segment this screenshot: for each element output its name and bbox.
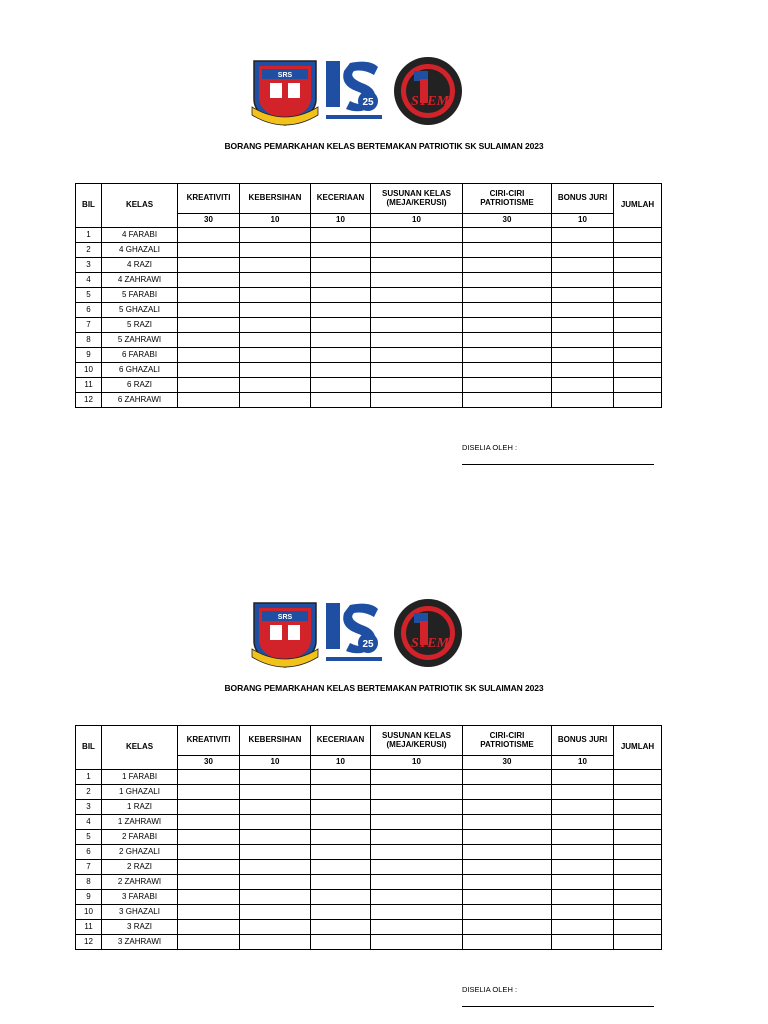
table-row — [76, 905, 662, 920]
score-cell[interactable] — [178, 258, 240, 273]
score-cell[interactable] — [311, 258, 371, 273]
score-cell[interactable] — [463, 348, 552, 363]
score-cell[interactable] — [178, 815, 240, 830]
score-cell[interactable] — [240, 393, 311, 408]
score-cell[interactable] — [463, 815, 552, 830]
score-cell[interactable] — [552, 860, 614, 875]
class-name: 2 GHAZALI — [102, 845, 178, 860]
score-cell[interactable] — [371, 288, 463, 303]
class-name: 4 GHAZALI — [102, 243, 178, 258]
column-header-bil: BIL — [76, 726, 102, 770]
class-name: 5 RAZI — [102, 318, 178, 333]
table-row — [76, 785, 662, 800]
table-row — [76, 243, 662, 258]
score-cell[interactable] — [240, 243, 311, 258]
score-cell[interactable] — [311, 875, 371, 890]
score-cell[interactable] — [463, 228, 552, 243]
school-crest-logo — [252, 603, 318, 667]
svg-text:25: 25 — [362, 97, 374, 108]
score-cell[interactable] — [463, 318, 552, 333]
max-points-cell: 10 — [311, 756, 371, 770]
score-cell[interactable] — [614, 830, 662, 845]
score-cell[interactable] — [463, 378, 552, 393]
score-cell[interactable] — [614, 258, 662, 273]
svg-text:SRS: SRS — [277, 614, 293, 621]
score-cell[interactable] — [178, 800, 240, 815]
score-cell[interactable] — [552, 273, 614, 288]
table-row — [76, 288, 662, 303]
max-points-cell: 30 — [178, 756, 240, 770]
score-cell[interactable] — [311, 785, 371, 800]
form-title: BORANG PEMARKAHAN KELAS BERTEMAKAN PATRIOTIK SK SULAIMAN 2023 — [224, 683, 544, 693]
score-cell[interactable] — [463, 905, 552, 920]
score-cell[interactable] — [311, 348, 371, 363]
score-cell[interactable] — [552, 815, 614, 830]
score-cell[interactable] — [552, 333, 614, 348]
score-cell[interactable] — [463, 258, 552, 273]
score-cell[interactable] — [463, 288, 552, 303]
score-cell[interactable] — [240, 378, 311, 393]
column-header-susunan-kelas-meja-kerusi: SUSUNAN KELAS (MEJA/KERUSI) — [371, 726, 463, 756]
row-number: 6 — [76, 845, 102, 860]
score-cell[interactable] — [178, 393, 240, 408]
score-cell[interactable] — [178, 318, 240, 333]
score-cell[interactable] — [311, 800, 371, 815]
score-cell[interactable] — [371, 785, 463, 800]
score-cell[interactable] — [311, 935, 371, 950]
score-cell[interactable] — [463, 875, 552, 890]
column-header-keceriaan: KECERIAAN — [311, 184, 371, 214]
score-cell[interactable] — [240, 830, 311, 845]
max-points-cell: 30 — [178, 214, 240, 228]
column-header-ciri-ciri-patriotisme: CIRI-CIRI PATRIOTISME — [463, 184, 552, 214]
svg-text:SRS: SRS — [277, 72, 293, 79]
score-cell[interactable] — [614, 800, 662, 815]
score-cell[interactable] — [614, 770, 662, 785]
score-cell[interactable] — [240, 905, 311, 920]
score-cell[interactable] — [178, 920, 240, 935]
row-number: 11 — [76, 378, 102, 393]
score-cell[interactable] — [552, 378, 614, 393]
score-cell[interactable] — [311, 333, 371, 348]
score-cell[interactable] — [311, 243, 371, 258]
row-number: 10 — [76, 363, 102, 378]
class-name: 4 FARABI — [102, 228, 178, 243]
column-header-keceriaan: KECERIAAN — [311, 726, 371, 756]
score-cell[interactable] — [552, 890, 614, 905]
row-number: 11 — [76, 920, 102, 935]
max-points-cell: 10 — [552, 214, 614, 228]
score-cell[interactable] — [463, 830, 552, 845]
supervised-by-label: DISELIA OLEH : — [462, 443, 518, 452]
score-cell[interactable] — [311, 890, 371, 905]
row-number: 12 — [76, 935, 102, 950]
score-cell[interactable] — [371, 318, 463, 333]
score-cell[interactable] — [311, 378, 371, 393]
score-cell[interactable] — [178, 860, 240, 875]
score-cell[interactable] — [614, 860, 662, 875]
score-cell[interactable] — [371, 273, 463, 288]
class-name: 5 FARABI — [102, 288, 178, 303]
row-number: 3 — [76, 258, 102, 273]
score-cell[interactable] — [178, 363, 240, 378]
score-cell[interactable] — [463, 393, 552, 408]
score-cell[interactable] — [178, 378, 240, 393]
score-cell[interactable] — [240, 333, 311, 348]
table-row — [76, 815, 662, 830]
signature-line[interactable] — [462, 464, 654, 465]
score-cell[interactable] — [614, 273, 662, 288]
row-number: 7 — [76, 318, 102, 333]
score-cell[interactable] — [311, 905, 371, 920]
score-cell[interactable] — [240, 770, 311, 785]
column-header-jumlah: JUMLAH — [614, 726, 662, 770]
column-header-kreativiti: KREATIVITI — [178, 726, 240, 756]
score-cell[interactable] — [614, 378, 662, 393]
svg-text:25: 25 — [362, 639, 374, 650]
row-number: 2 — [76, 243, 102, 258]
score-cell[interactable] — [371, 815, 463, 830]
score-cell[interactable] — [552, 363, 614, 378]
score-cell[interactable] — [463, 363, 552, 378]
score-cell[interactable] — [371, 845, 463, 860]
score-cell[interactable] — [371, 393, 463, 408]
column-header-jumlah: JUMLAH — [614, 184, 662, 228]
score-cell[interactable] — [463, 243, 552, 258]
max-points-cell: 10 — [311, 214, 371, 228]
score-cell[interactable] — [552, 348, 614, 363]
row-number: 12 — [76, 393, 102, 408]
score-cell[interactable] — [178, 905, 240, 920]
score-cell[interactable] — [552, 243, 614, 258]
row-number: 6 — [76, 303, 102, 318]
score-cell[interactable] — [371, 935, 463, 950]
score-cell[interactable] — [614, 333, 662, 348]
class-name: 3 FARABI — [102, 890, 178, 905]
table-row — [76, 378, 662, 393]
score-cell[interactable] — [371, 770, 463, 785]
score-cell[interactable] — [371, 303, 463, 318]
score-cell[interactable] — [552, 288, 614, 303]
score-cell[interactable] — [240, 935, 311, 950]
table-row — [76, 318, 662, 333]
svg-text:STEM: STEM — [410, 636, 450, 651]
score-cell[interactable] — [463, 935, 552, 950]
score-cell[interactable] — [552, 303, 614, 318]
score-cell[interactable] — [240, 860, 311, 875]
score-cell[interactable] — [371, 378, 463, 393]
table-row — [76, 258, 662, 273]
column-header-kebersihan: KEBERSIHAN — [240, 184, 311, 214]
score-cell[interactable] — [552, 845, 614, 860]
score-cell[interactable] — [311, 363, 371, 378]
score-cell[interactable] — [178, 228, 240, 243]
score-cell[interactable] — [311, 920, 371, 935]
row-number: 9 — [76, 348, 102, 363]
score-cell[interactable] — [614, 393, 662, 408]
table-row — [76, 830, 662, 845]
score-cell[interactable] — [178, 243, 240, 258]
class-name: 2 RAZI — [102, 860, 178, 875]
row-number: 2 — [76, 785, 102, 800]
class-name: 1 GHAZALI — [102, 785, 178, 800]
svg-text:STEM: STEM — [410, 94, 450, 109]
score-cell[interactable] — [178, 875, 240, 890]
score-cell[interactable] — [371, 348, 463, 363]
row-number: 5 — [76, 288, 102, 303]
score-cell[interactable] — [614, 935, 662, 950]
score-cell[interactable] — [371, 860, 463, 875]
score-cell[interactable] — [552, 228, 614, 243]
score-cell[interactable] — [614, 920, 662, 935]
score-cell[interactable] — [311, 228, 371, 243]
class-name: 1 RAZI — [102, 800, 178, 815]
row-number: 7 — [76, 860, 102, 875]
class-name: 6 FARABI — [102, 348, 178, 363]
score-cell[interactable] — [552, 875, 614, 890]
class-name: 5 GHAZALI — [102, 303, 178, 318]
score-cell[interactable] — [311, 815, 371, 830]
table-row — [76, 303, 662, 318]
signature-line[interactable] — [462, 1006, 654, 1007]
score-cell[interactable] — [311, 845, 371, 860]
stem-gear-logo — [394, 57, 462, 125]
table-row — [76, 845, 662, 860]
score-cell[interactable] — [614, 363, 662, 378]
score-cell[interactable] — [552, 905, 614, 920]
table-row — [76, 273, 662, 288]
score-cell[interactable] — [371, 830, 463, 845]
row-number: 1 — [76, 228, 102, 243]
score-cell[interactable] — [178, 935, 240, 950]
anniversary-25-logo — [326, 61, 382, 119]
supervised-by-label: DISELIA OLEH : — [462, 985, 518, 994]
table-row — [76, 890, 662, 905]
score-cell[interactable] — [371, 875, 463, 890]
class-name: 3 ZAHRAWI — [102, 935, 178, 950]
score-cell[interactable] — [311, 303, 371, 318]
score-cell[interactable] — [552, 830, 614, 845]
column-header-ciri-ciri-patriotisme: CIRI-CIRI PATRIOTISME — [463, 726, 552, 756]
score-cell[interactable] — [371, 333, 463, 348]
score-cell[interactable] — [371, 800, 463, 815]
score-cell[interactable] — [240, 785, 311, 800]
column-header-bonus-juri: BONUS JURI — [552, 726, 614, 756]
table-row — [76, 800, 662, 815]
class-name: 1 FARABI — [102, 770, 178, 785]
score-cell[interactable] — [614, 815, 662, 830]
table-row — [76, 348, 662, 363]
score-cell[interactable] — [240, 303, 311, 318]
score-cell[interactable] — [178, 890, 240, 905]
column-header-kebersihan: KEBERSIHAN — [240, 726, 311, 756]
class-name: 5 ZAHRAWI — [102, 333, 178, 348]
score-cell[interactable] — [463, 845, 552, 860]
score-cell[interactable] — [311, 393, 371, 408]
score-cell[interactable] — [552, 770, 614, 785]
score-cell[interactable] — [240, 845, 311, 860]
score-cell[interactable] — [311, 318, 371, 333]
score-cell[interactable] — [240, 875, 311, 890]
score-cell[interactable] — [240, 800, 311, 815]
max-points-cell: 10 — [371, 214, 463, 228]
score-cell[interactable] — [614, 875, 662, 890]
row-number: 4 — [76, 273, 102, 288]
score-cell[interactable] — [371, 363, 463, 378]
score-cell[interactable] — [614, 243, 662, 258]
score-cell[interactable] — [178, 303, 240, 318]
score-cell[interactable] — [371, 890, 463, 905]
score-cell[interactable] — [240, 348, 311, 363]
score-cell[interactable] — [614, 348, 662, 363]
score-table — [75, 725, 662, 950]
score-cell[interactable] — [614, 228, 662, 243]
column-header-bonus-juri: BONUS JURI — [552, 184, 614, 214]
max-points-cell: 10 — [240, 214, 311, 228]
score-cell[interactable] — [552, 935, 614, 950]
column-header-susunan-kelas-meja-kerusi: SUSUNAN KELAS (MEJA/KERUSI) — [371, 184, 463, 214]
class-name: 4 RAZI — [102, 258, 178, 273]
score-cell[interactable] — [240, 228, 311, 243]
score-cell[interactable] — [371, 228, 463, 243]
score-table — [75, 183, 662, 408]
score-cell[interactable] — [240, 890, 311, 905]
row-number: 8 — [76, 875, 102, 890]
score-cell[interactable] — [463, 920, 552, 935]
score-cell[interactable] — [463, 273, 552, 288]
score-cell[interactable] — [178, 785, 240, 800]
score-cell[interactable] — [178, 845, 240, 860]
score-cell[interactable] — [614, 318, 662, 333]
score-cell[interactable] — [178, 770, 240, 785]
class-name: 2 ZAHRAWI — [102, 875, 178, 890]
max-points-cell: 10 — [552, 756, 614, 770]
class-name: 1 ZAHRAWI — [102, 815, 178, 830]
score-cell[interactable] — [463, 860, 552, 875]
score-cell[interactable] — [463, 333, 552, 348]
score-cell[interactable] — [178, 273, 240, 288]
class-name: 2 FARABI — [102, 830, 178, 845]
score-cell[interactable] — [463, 890, 552, 905]
score-cell[interactable] — [463, 770, 552, 785]
score-cell[interactable] — [552, 800, 614, 815]
stem-gear-logo — [394, 599, 462, 667]
score-cell[interactable] — [240, 920, 311, 935]
table-row — [76, 363, 662, 378]
score-cell[interactable] — [463, 800, 552, 815]
school-crest-logo — [252, 61, 318, 125]
table-row — [76, 770, 662, 785]
score-cell[interactable] — [178, 333, 240, 348]
score-cell[interactable] — [240, 258, 311, 273]
table-row — [76, 920, 662, 935]
score-cell[interactable] — [614, 890, 662, 905]
column-header-kreativiti: KREATIVITI — [178, 184, 240, 214]
class-name: 6 GHAZALI — [102, 363, 178, 378]
score-cell[interactable] — [178, 830, 240, 845]
score-cell[interactable] — [240, 288, 311, 303]
score-cell[interactable] — [552, 318, 614, 333]
form-title: BORANG PEMARKAHAN KELAS BERTEMAKAN PATRIOTIK SK SULAIMAN 2023 — [224, 141, 544, 151]
max-points-cell: 10 — [371, 756, 463, 770]
score-cell[interactable] — [311, 770, 371, 785]
score-cell[interactable] — [463, 303, 552, 318]
score-cell[interactable] — [371, 243, 463, 258]
score-cell[interactable] — [552, 920, 614, 935]
row-number: 5 — [76, 830, 102, 845]
score-cell[interactable] — [240, 318, 311, 333]
score-cell[interactable] — [552, 393, 614, 408]
score-cell[interactable] — [178, 348, 240, 363]
score-cell[interactable] — [463, 785, 552, 800]
class-name: 3 GHAZALI — [102, 905, 178, 920]
class-name: 3 RAZI — [102, 920, 178, 935]
score-cell[interactable] — [311, 860, 371, 875]
table-row — [76, 333, 662, 348]
logo-strip — [250, 55, 470, 127]
table-row — [76, 875, 662, 890]
column-header-kelas: KELAS — [102, 726, 178, 770]
logo-strip — [250, 597, 470, 669]
score-cell[interactable] — [240, 273, 311, 288]
score-cell[interactable] — [614, 785, 662, 800]
table-row — [76, 935, 662, 950]
table-row — [76, 860, 662, 875]
anniversary-25-logo — [326, 603, 382, 661]
score-cell[interactable] — [311, 288, 371, 303]
score-cell[interactable] — [614, 288, 662, 303]
class-name: 6 RAZI — [102, 378, 178, 393]
max-points-cell: 30 — [463, 756, 552, 770]
score-cell[interactable] — [371, 905, 463, 920]
row-number: 3 — [76, 800, 102, 815]
max-points-cell: 10 — [240, 756, 311, 770]
score-cell[interactable] — [178, 288, 240, 303]
max-points-cell: 30 — [463, 214, 552, 228]
score-cell[interactable] — [311, 273, 371, 288]
row-number: 10 — [76, 905, 102, 920]
row-number: 9 — [76, 890, 102, 905]
column-header-kelas: KELAS — [102, 184, 178, 228]
score-cell[interactable] — [614, 845, 662, 860]
row-number: 1 — [76, 770, 102, 785]
column-header-bil: BIL — [76, 184, 102, 228]
score-cell[interactable] — [552, 785, 614, 800]
class-name: 6 ZAHRAWI — [102, 393, 178, 408]
row-number: 8 — [76, 333, 102, 348]
table-row — [76, 393, 662, 408]
score-cell[interactable] — [240, 363, 311, 378]
score-cell[interactable] — [240, 815, 311, 830]
score-cell[interactable] — [614, 303, 662, 318]
score-cell[interactable] — [371, 920, 463, 935]
score-cell[interactable] — [371, 258, 463, 273]
table-row — [76, 228, 662, 243]
score-cell[interactable] — [311, 830, 371, 845]
score-cell[interactable] — [614, 905, 662, 920]
score-cell[interactable] — [552, 258, 614, 273]
row-number: 4 — [76, 815, 102, 830]
class-name: 4 ZAHRAWI — [102, 273, 178, 288]
